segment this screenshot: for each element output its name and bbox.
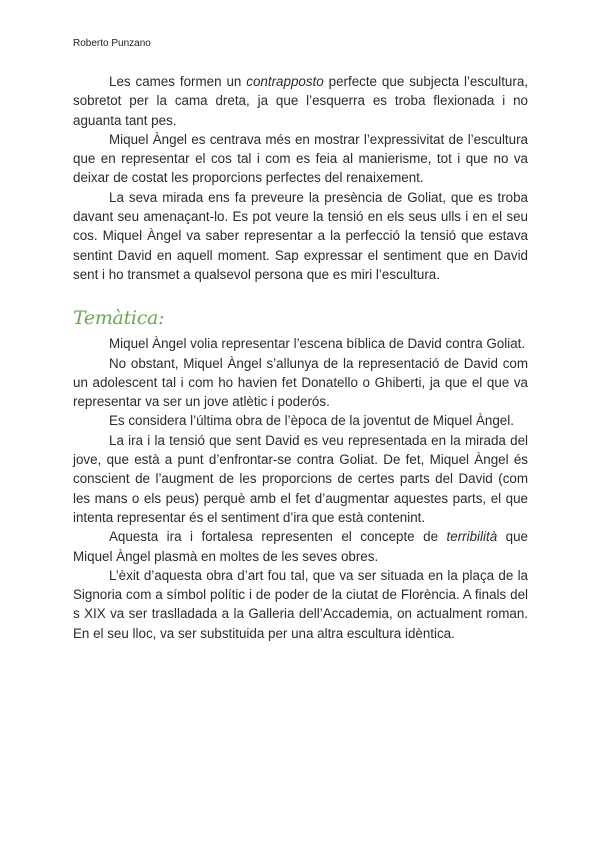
paragraph: Les cames formen un contrapposto perfecte que subjecta l’escultura, sobretot per la cama dreta, ja que l’esquerra es troba flexionada i no aguanta tant pes. — [73, 74, 528, 128]
document-body — [73, 72, 528, 643]
paragraph: L’èxit d’aquesta obra d’art fou tal, que va ser situada en la plaça de la Signoria com a símbol polític i de poder de la ciutat de Florència. A finals del s XIX va ser traslladada a la Galleria dell’Accademia, on actualment roman. En el seu lloc, va ser substituida per una altra escultura idèntica. — [73, 567, 528, 641]
section-heading: Temàtica: — [73, 307, 165, 330]
paragraph: La ira i la tensió que sent David es veu representada en la mirada del jove, que està a punt d’enfrontar-se contra Goliat. De fet, Miquel Àngel és conscient de l’augment de les proporcions de certes parts del David (com les mans o els peus) perquè amb el fet d’augmentar aquestes parts, el que intenta representar és el sentiment d’ira que està contenint. — [73, 432, 528, 525]
paragraph: No obstant, Miquel Àngel s’allunya de la representació de David com un adolescent tal i com ho havien fet Donatello o Ghiberti, ja que el que va representar va ser un jove atlètic i poderós. — [73, 355, 528, 410]
paragraph: Miquel Àngel es centrava més en mostrar l’expressivitat de l’escultura que en representar el cos tal i com es feia al manierisme, tot i que no va deixar de costat les proporcions perfectes del renaixement. — [73, 131, 528, 186]
paragraph: Miquel Àngel volia representar l’escena bíblica de David contra Goliat. — [109, 336, 526, 352]
page-header-author: Roberto Punzano — [73, 38, 151, 49]
paragraph: La seva mirada ens fa preveure la presència de Goliat, que es troba davant seu amenaçant-lo. Es pot veure la tensió en els seus ulls i en el seu cos. Miquel Àngel va saber representar a la perfecció la tensió que estava sentint David en aquell moment. Sap expressar el sentiment que en David sent i ho transmet a qualsevol persona que es miri l’escultura. — [73, 189, 528, 282]
paragraph: Es considera l’última obra de l’època de la joventut de Miquel Àngel. — [109, 413, 514, 429]
emphasis-term: contrapposto — [246, 74, 324, 89]
emphasis-term: terribilità — [446, 529, 498, 545]
paragraph: Aquesta ira i fortalesa representen el concepte de terribilità que Miquel Àngel plasmà en moltes de les seves obres. — [73, 529, 529, 564]
